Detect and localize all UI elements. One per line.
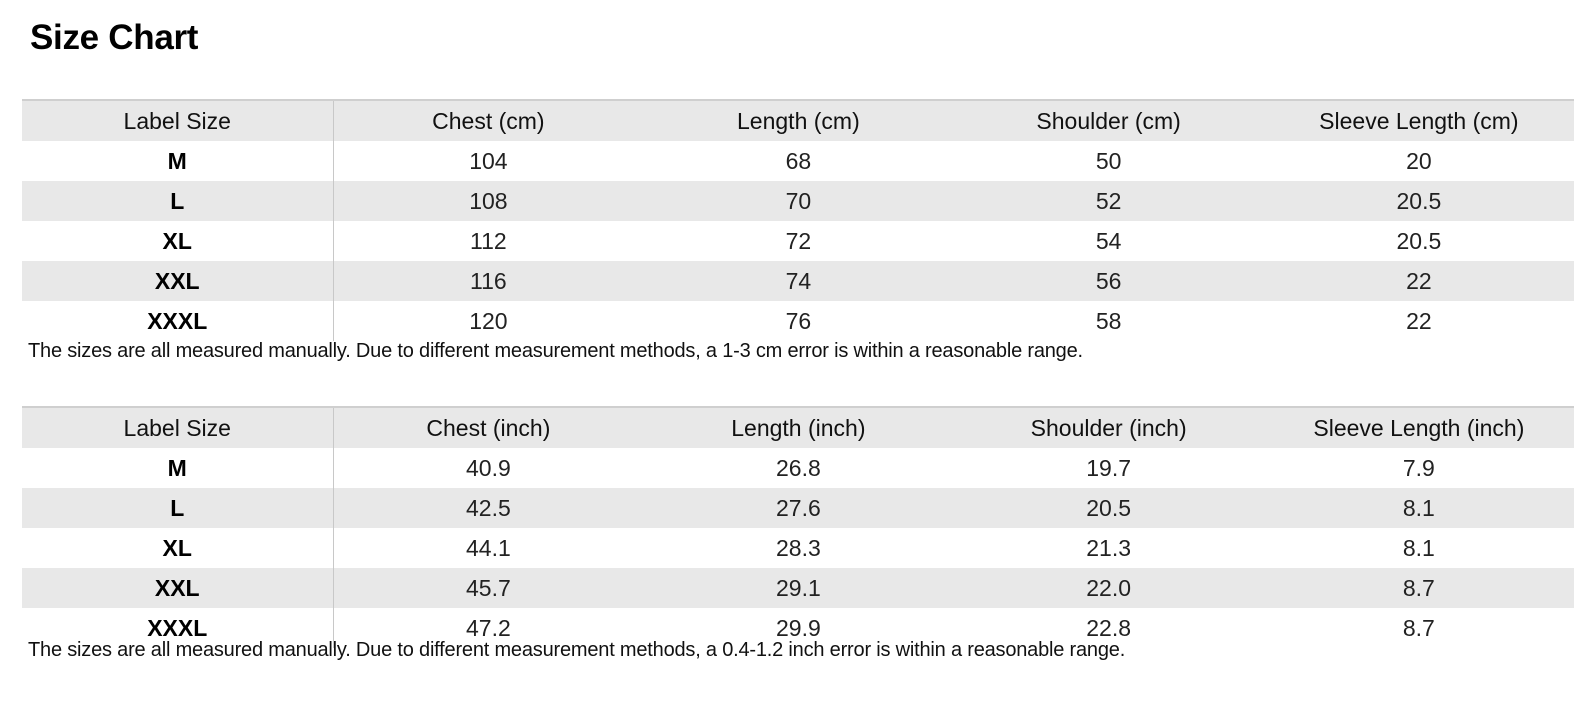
size-label: M <box>22 141 333 181</box>
measurement-note-inch: The sizes are all measured manually. Due to different measurement methods, a 0.4-1.2 inch error is within a reasonable range. <box>28 639 1126 661</box>
chest-value: 112 <box>470 227 507 254</box>
header-chest: Chest (cm) <box>333 100 643 141</box>
sleeve-length-value: 8.1 <box>1402 534 1435 561</box>
size-table-inch <box>22 406 1574 648</box>
shoulder-value: 50 <box>1095 147 1122 174</box>
chest-value: 45.7 <box>333 568 643 608</box>
chest-value: 40.9 <box>465 454 511 481</box>
chest-value: 108 <box>333 181 643 221</box>
header-length: Length (cm) <box>643 100 953 141</box>
length-value: 29.9 <box>775 614 821 641</box>
length-value: 76 <box>785 307 812 334</box>
length-value: 29.1 <box>643 568 953 608</box>
table-row <box>22 488 1574 528</box>
sleeve-length-value: 20.5 <box>1396 227 1442 254</box>
length-value: 28.3 <box>775 534 821 561</box>
header-sleeve-length: Sleeve Length (inch) <box>1264 407 1574 448</box>
size-label: XXL <box>22 568 333 608</box>
size-label: XXXL <box>22 301 333 341</box>
table-row <box>22 568 1574 608</box>
sleeve-length-value: 20.5 <box>1264 181 1574 221</box>
size-label: M <box>22 448 333 488</box>
header-label-size: Label Size <box>22 407 333 448</box>
size-table-cm <box>22 99 1574 341</box>
header-sleeve-length: Sleeve Length (cm) <box>1264 100 1574 141</box>
sleeve-length-value: 7.9 <box>1402 454 1435 481</box>
shoulder-value: 52 <box>954 181 1264 221</box>
table-row <box>22 261 1574 301</box>
sleeve-length-value: 22 <box>1264 261 1574 301</box>
length-value: 27.6 <box>643 488 953 528</box>
table-row <box>22 301 1574 341</box>
chest-value: 104 <box>469 147 508 174</box>
sleeve-length-value: 20 <box>1406 147 1432 174</box>
page-title: Size Chart <box>30 18 199 57</box>
table-header-row <box>22 407 1574 448</box>
table-row <box>22 181 1574 221</box>
chest-value: 116 <box>333 261 643 301</box>
chest-value: 44.1 <box>465 534 511 561</box>
length-value: 72 <box>785 227 812 254</box>
size-label: L <box>22 488 333 528</box>
table-row <box>22 221 1574 261</box>
size-label: XL <box>22 221 333 261</box>
shoulder-value: 58 <box>1095 307 1122 334</box>
measurement-note-cm: The sizes are all measured manually. Due to different measurement methods, a 1-3 cm error is within a reasonable range. <box>28 340 1083 362</box>
length-value: 74 <box>643 261 953 301</box>
chest-value: 42.5 <box>333 488 643 528</box>
table-row <box>22 141 1574 181</box>
sleeve-length-value: 8.1 <box>1264 488 1574 528</box>
header-shoulder: Shoulder (inch) <box>954 407 1264 448</box>
header-label-size: Label Size <box>22 100 333 141</box>
length-value: 70 <box>643 181 953 221</box>
size-label: L <box>22 181 333 221</box>
size-label: XL <box>22 528 333 568</box>
sleeve-length-value: 8.7 <box>1402 614 1435 641</box>
header-length: Length (inch) <box>643 407 953 448</box>
sleeve-length-value: 8.7 <box>1264 568 1574 608</box>
sleeve-length-value: 22 <box>1406 307 1432 334</box>
table-row <box>22 528 1574 568</box>
table-header-row <box>22 100 1574 141</box>
size-label: XXL <box>22 261 333 301</box>
header-shoulder: Shoulder (cm) <box>954 100 1264 141</box>
shoulder-value: 22.8 <box>1086 614 1131 641</box>
header-chest: Chest (inch) <box>333 407 643 448</box>
length-value: 26.8 <box>775 454 821 481</box>
chest-value: 47.2 <box>465 614 511 641</box>
size-label: XXXL <box>22 608 333 648</box>
length-value: 68 <box>785 147 812 174</box>
shoulder-value: 56 <box>954 261 1264 301</box>
shoulder-value: 19.7 <box>1086 454 1131 481</box>
shoulder-value: 22.0 <box>954 568 1264 608</box>
shoulder-value: 54 <box>1095 227 1122 254</box>
shoulder-value: 20.5 <box>954 488 1264 528</box>
shoulder-value: 21.3 <box>1086 534 1131 561</box>
table-row <box>22 448 1574 488</box>
chest-value: 120 <box>469 307 508 334</box>
